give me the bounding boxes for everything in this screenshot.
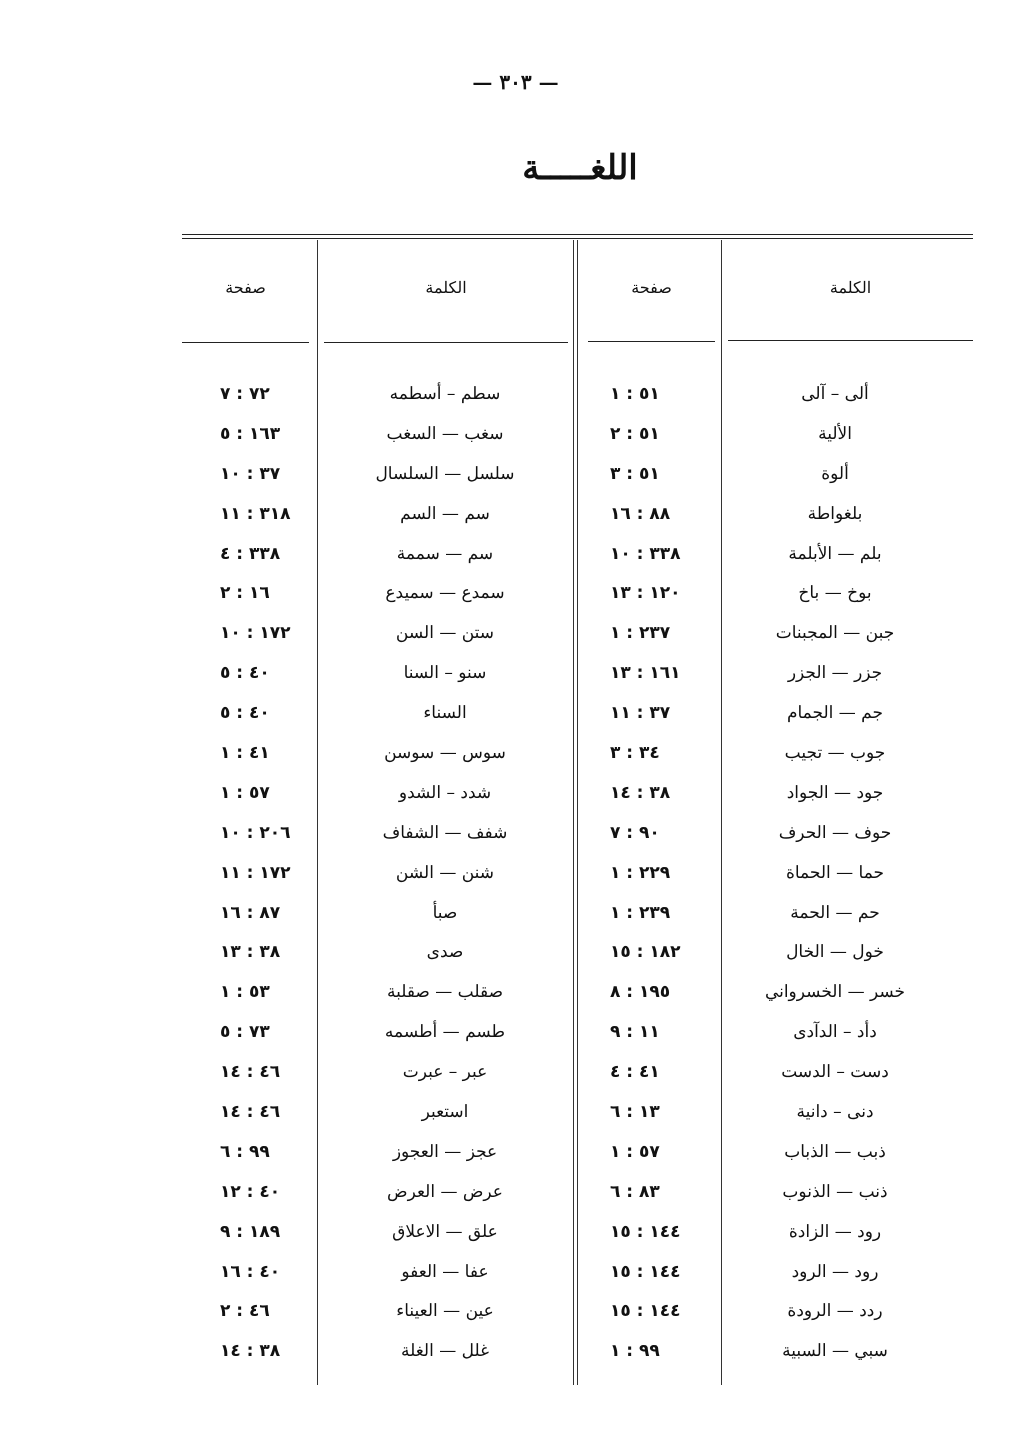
right-word-cell: ألوة	[821, 463, 849, 484]
left-page-column	[220, 374, 310, 1371]
left-page-cell: ٧٢ : ٧	[220, 384, 270, 404]
right-word-cell: رود — الرود	[791, 1261, 879, 1282]
left-word-cell: عرض — العرض	[387, 1181, 503, 1202]
right-word-cell: بلغواطة	[807, 503, 863, 524]
left-page-cell: ١٦٣ : ٥	[220, 423, 281, 444]
right-word-cell: خسر — الخسرواني	[764, 982, 906, 1003]
divider-left	[317, 240, 318, 1385]
right-page-cell: ١٨٢ : ١٥	[610, 942, 681, 963]
right-word-cell: دأد – الدآدى	[793, 1022, 877, 1043]
header-page-left: صفحة	[225, 278, 266, 297]
right-word-cell: خول — الخال	[786, 942, 884, 963]
right-word-cell: حوف — الحرف	[778, 822, 892, 843]
right-word-cell: سبي — السبية	[782, 1341, 888, 1362]
right-page-cell: ٣٤ : ٣	[610, 743, 660, 764]
right-page-cell: ٤١ : ٤	[610, 1062, 660, 1083]
right-word-cell: رود — الزادة	[788, 1221, 882, 1242]
left-page-cell: ٨٧ : ١٦	[220, 902, 281, 923]
right-word-cell: دنى – دانية	[796, 1102, 874, 1123]
left-page-cell: ٣٨ : ١٤	[220, 1341, 281, 1362]
left-page-cell: ٥٣ : ١	[220, 982, 270, 1003]
right-word-cell: حما — الحماة	[785, 862, 885, 883]
right-word-cell: دست – الدست	[781, 1062, 889, 1083]
right-word-cell: جزر — الجزر	[787, 663, 883, 684]
left-page-cell: ٤٠ : ١٢	[220, 1181, 281, 1202]
right-page-column	[610, 374, 710, 1371]
left-word-column	[330, 374, 560, 1371]
left-page-cell: ١٨٩ : ٩	[220, 1221, 281, 1242]
right-page-cell: ٢٢٩ : ١	[610, 862, 671, 883]
right-page-cell: ٥٧ : ١	[610, 1141, 660, 1162]
left-word-cell: السناء	[423, 703, 467, 724]
left-word-cell: سغب — السغب	[386, 423, 504, 444]
left-word-cell: سم — سممة	[396, 543, 494, 564]
left-word-cell: عبر – عبرت	[402, 1062, 488, 1083]
right-page-cell: ١٢٠ : ١٣	[610, 583, 681, 604]
left-word-cell: سطم – أسطمه	[389, 384, 501, 404]
right-page-cell: ٣٨ : ١٤	[610, 782, 671, 803]
right-page-cell: ١٣ : ٦	[610, 1102, 660, 1123]
right-page-cell: ٥١ : ٣	[610, 463, 660, 484]
left-word-cell: سلسل — السلسال	[375, 463, 515, 484]
right-page-cell: ٢٣٧ : ١	[610, 623, 671, 644]
header-word-left: الكلمة	[425, 278, 467, 297]
left-page-cell: ٥٧ : ١	[220, 782, 270, 803]
header-rule-4	[728, 340, 973, 341]
right-page-cell: ٥١ : ٢	[610, 423, 660, 444]
right-page-cell: ١٤٤ : ١٥	[610, 1221, 681, 1242]
left-word-cell: سنو – السنا	[403, 663, 487, 684]
left-page-cell: ٤٦ : ٢	[220, 1301, 270, 1322]
left-word-cell: علق — الاعلاق	[392, 1221, 498, 1242]
left-page-cell: ٢٠٦ : ١٠	[220, 822, 291, 843]
right-page-cell: ١٦١ : ١٣	[610, 663, 681, 684]
left-word-cell: صبأ	[432, 902, 458, 923]
right-page-cell: ١١ : ٩	[610, 1022, 660, 1043]
left-page-cell: ٤٠ : ١٦	[220, 1261, 281, 1282]
left-word-cell: شفف — الشفاف	[382, 822, 508, 843]
left-word-cell: غلل — الغلة	[400, 1341, 490, 1362]
left-page-cell: ٣٨ : ١٣	[220, 942, 281, 963]
right-word-cell: جم — الجمام	[786, 703, 884, 724]
left-page-cell: ٣٧ : ١٠	[220, 463, 281, 484]
right-word-cell: ألى – آلى	[801, 384, 869, 404]
divider-center-b	[577, 240, 578, 1385]
left-word-cell: استعبر	[421, 1102, 469, 1123]
page-number: — ٣٠٣ —	[472, 70, 559, 94]
left-word-cell: صقلب — صقلبة	[386, 982, 504, 1003]
left-page-cell: ٩٩ : ٦	[220, 1141, 270, 1162]
right-page-cell: ٩٠ : ٧	[610, 822, 660, 843]
header-rule-1	[182, 342, 309, 343]
left-word-cell: عفا — العفو	[401, 1261, 489, 1282]
right-word-cell: ردد — الرودة	[787, 1301, 883, 1322]
left-word-cell: ستن — السن	[395, 623, 495, 644]
left-page-cell: ٣١٨ : ١١	[220, 503, 291, 524]
right-page-cell: ١٤٤ : ١٥	[610, 1301, 681, 1322]
left-page-cell: ١٧٢ : ١١	[220, 862, 291, 883]
left-page-cell: ١٧٢ : ١٠	[220, 623, 291, 644]
right-page-cell: ٣٣٨ : ١٠	[610, 543, 681, 564]
left-page-cell: ٤٦ : ١٤	[220, 1102, 281, 1123]
header-rule-2	[324, 342, 568, 343]
right-word-cell: حم — الحمة	[790, 902, 880, 923]
right-page-cell: ٥١ : ١	[610, 384, 660, 404]
right-page-cell: ٨٣ : ٦	[610, 1181, 660, 1202]
right-word-column	[735, 374, 935, 1371]
left-page-cell: ١٦ : ٢	[220, 583, 270, 604]
header-word-right: الكلمة	[829, 278, 872, 297]
left-page-cell: ٣٣٨ : ٤	[220, 543, 281, 564]
left-page-cell: ٤٠ : ٥	[220, 663, 270, 684]
right-word-cell: جود — الجواد	[786, 782, 884, 803]
right-page-cell: ٢٣٩ : ١	[610, 902, 671, 923]
left-word-cell: شدد – الشدو	[398, 782, 492, 803]
right-word-cell: بلم — الأبلمة	[788, 543, 882, 564]
header-rule-3	[588, 341, 715, 342]
header-page-right: صفحة	[631, 278, 672, 297]
right-word-cell: الألية	[818, 423, 852, 444]
left-word-cell: سمدع — سميدع	[385, 583, 505, 604]
right-word-cell: ذبب — الذباب	[784, 1141, 886, 1162]
left-word-cell: صدى	[426, 942, 464, 963]
right-page-cell: ٩٩ : ١	[610, 1341, 660, 1362]
left-word-cell: عين — العيناء	[396, 1301, 494, 1322]
divider-right	[721, 240, 722, 1385]
right-word-cell: جوب — تجيب	[784, 743, 886, 764]
left-page-cell: ٤١ : ١	[220, 743, 270, 764]
left-word-cell: سوس — سوسن	[384, 743, 506, 764]
left-page-cell: ٤٦ : ١٤	[220, 1062, 281, 1083]
right-page-cell: ١٤٤ : ١٥	[610, 1261, 681, 1282]
left-word-cell: عجز — العجوز	[392, 1141, 498, 1162]
right-page-cell: ٨٨ : ١٦	[610, 503, 671, 524]
right-page-cell: ٣٧ : ١١	[610, 703, 671, 724]
top-rule-inner	[182, 238, 973, 239]
right-word-cell: جبن — المجبنات	[775, 623, 895, 644]
left-word-cell: شنن — الشن	[395, 862, 495, 883]
left-page-cell: ٤٠ : ٥	[220, 703, 270, 724]
left-word-cell: طسم — أطسمه	[384, 1022, 506, 1043]
right-page-cell: ١٩٥ : ٨	[610, 982, 671, 1003]
right-word-cell: ذنب — الذنوب	[782, 1181, 888, 1202]
right-word-cell: بوخ — باخ	[798, 583, 872, 604]
page-title: اللغـــــة	[522, 148, 638, 188]
top-rule	[182, 234, 973, 235]
left-word-cell: سم — السم	[400, 503, 490, 524]
divider-center-a	[573, 240, 574, 1385]
left-page-cell: ٧٣ : ٥	[220, 1022, 270, 1043]
